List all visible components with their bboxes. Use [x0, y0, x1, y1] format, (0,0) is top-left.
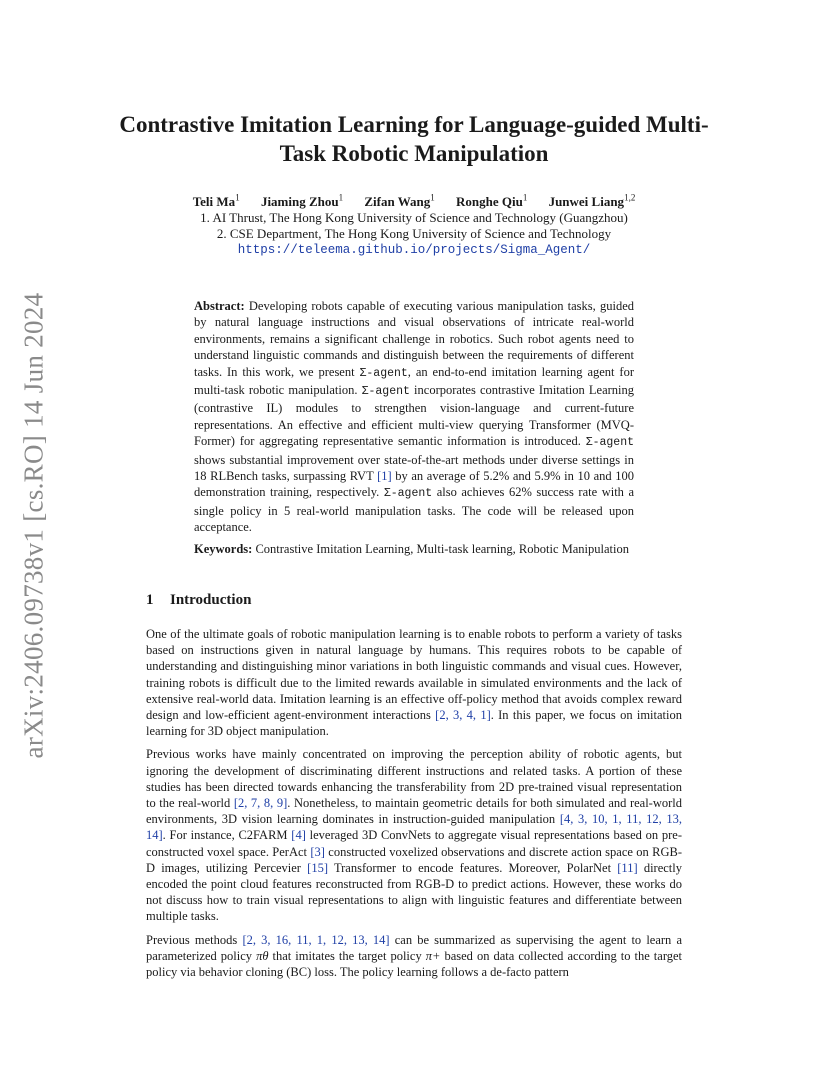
- author: Teli Ma$^1$: [192, 193, 240, 210]
- author-block: [100, 190, 728, 258]
- author: Ronghe Qiu$^1$: [455, 193, 528, 210]
- section-number: 1: [146, 592, 154, 608]
- paragraph: Previous works have mainly concentrated on improving the perception ability of robotic agents, but ignoring the development of discriminating different instructions and related tasks. A portion of these studies has been directed towards enhancing the transferability from 2D pre-trained visual representation to the real-world [2, 7, 8, 9]. Nonetheless, to maintain geometric details for both simulated and real-world environments, 3D vision learning dominates in instruction-guided manipulation [4, 3, 10, 1, 11, 12, 13, 14]. For instance, C2FARM [4] leveraged 3D ConvNets to aggregate visual representations based on pre-constructed voxel space. PerAct [3] constructed voxelized observations and discrete action space on RGB-D images, utilizing Percevier [15] Transformer to encode features. Moreover, PolarNet [11] directly encoded the point cloud features reconstructed from RGB-D to predict actions. However, these works do not discuss how to train visual representations to align with linguistic features and differentiate between multiple tasks.: [146, 747, 683, 924]
- abstract: [194, 298, 634, 536]
- abstract-text: , an end-to-end imitation learning agent for multi-task robotic manipulation.: [194, 364, 634, 398]
- author-list: [100, 190, 728, 210]
- arxiv-identifier-stamp: [12, 290, 56, 760]
- author: Junwei Liang$^{1,2}$: [548, 193, 636, 210]
- citation-link[interactable]: [3]: [310, 844, 325, 859]
- agent-name: Σ-agent: [359, 366, 408, 380]
- introduction-body: [146, 626, 682, 987]
- keywords: [194, 541, 634, 557]
- affiliation-2: 2. CSE Department, The Hong Kong University of Science and Technology: [216, 226, 612, 242]
- abstract-text: Developing robots capable of executing various manipulation tasks, guided by natural language instructions and visual observations of intricate real-world environments, remains a significant challenge in robotics. Such robot agents need to understand linguistic commands and distinguish between the requirements of different tasks. In this work, we present: [194, 299, 634, 379]
- math-pi-plus: π+: [425, 948, 441, 963]
- abstract-text: by an average of 5.2% and 5.9% in 10 and 100 demonstration training, respectively.: [194, 469, 634, 500]
- paragraph: One of the ultimate goals of robotic manipulation learning is to enable robots to perform a variety of tasks based on instructions given in natural language by humans. This requires robots to be capable of understanding and distinguishing minor variations in both linguistic commands and visual cues. However, training robots is difficult due to the limited rewards available in simulated environments and the lack of extensive real-world data. Imitation learning is an effective off-policy method that avoids complex reward design and low-efficient agent-environment interactions [2, 3, 4, 1]. In this paper, we focus on imitation learning for 3D object manipulation.: [146, 627, 682, 739]
- abstract-text: incorporates contrastive Imitation Learning (contrastive IL) modules to strengthen vision-language and current-future representations. An effective and efficient multi-view querying Transformer (MVQ-Former) for aggregating representative semantic information is introduced.: [194, 383, 635, 449]
- citation-link[interactable]: [2, 3, 4, 1]: [435, 708, 491, 723]
- arxiv-stamp-text: arXiv:2406.09738v1 [cs.RO] 14 Jun 2024: [18, 292, 49, 758]
- paragraph: Previous methods [2, 3, 16, 11, 1, 12, 13, 14] can be summarized as supervising the agent to learn a parameterized policy πθ that imitates the target policy π+ based on data collected according to the target policy via behavior cloning (BC) loss. The policy learning follows a de-facto pattern: [146, 932, 683, 980]
- agent-name: Σ-agent: [383, 487, 433, 501]
- citation-link[interactable]: [1]: [377, 469, 392, 484]
- abstract-label: Abstract:: [194, 299, 245, 313]
- paper-title: Contrastive Imitation Learning for Language-guided Multi-Task Robotic Manipulation: [119, 112, 709, 166]
- author: Zifan Wang$^1$: [364, 193, 435, 210]
- citation-link[interactable]: [11]: [617, 860, 638, 875]
- citation-link[interactable]: [2, 3, 16, 11, 1, 12, 13, 14]: [242, 932, 390, 947]
- abstract-text: also achieves 62% success rate with a single policy in 5 real-world manipulation tasks. The code will be released upon acceptance.: [194, 485, 634, 535]
- section-title: Introduction: [170, 592, 252, 608]
- affiliation-1: 1. AI Thrust, The Hong Kong University of Science and Technology (Guangzhou): [200, 210, 628, 226]
- project-url-link[interactable]: https://teleema.github.io/projects/Sigma_Agent/: [237, 243, 591, 258]
- citation-link[interactable]: [2, 7, 8, 9]: [233, 796, 288, 811]
- section-heading-introduction: [146, 592, 251, 609]
- math-pi-theta: πθ: [256, 948, 269, 963]
- keywords-label: Keywords:: [194, 542, 253, 556]
- citation-link[interactable]: [4]: [291, 828, 306, 843]
- author: Jiaming Zhou$^1$: [260, 193, 344, 210]
- keywords-text: Contrastive Imitation Learning, Multi-task learning, Robotic Manipulation: [255, 542, 629, 556]
- agent-name: Σ-agent: [361, 385, 410, 399]
- agent-name: Σ-agent: [585, 436, 635, 450]
- citation-link[interactable]: [4, 3, 10, 1, 11, 12, 13, 14]: [146, 812, 683, 843]
- abstract-text: shows substantial improvement over state-of-the-art methods under diverse settings in 18 RLBench tasks, surpassing RVT: [194, 452, 634, 484]
- citation-link[interactable]: [15]: [307, 860, 328, 875]
